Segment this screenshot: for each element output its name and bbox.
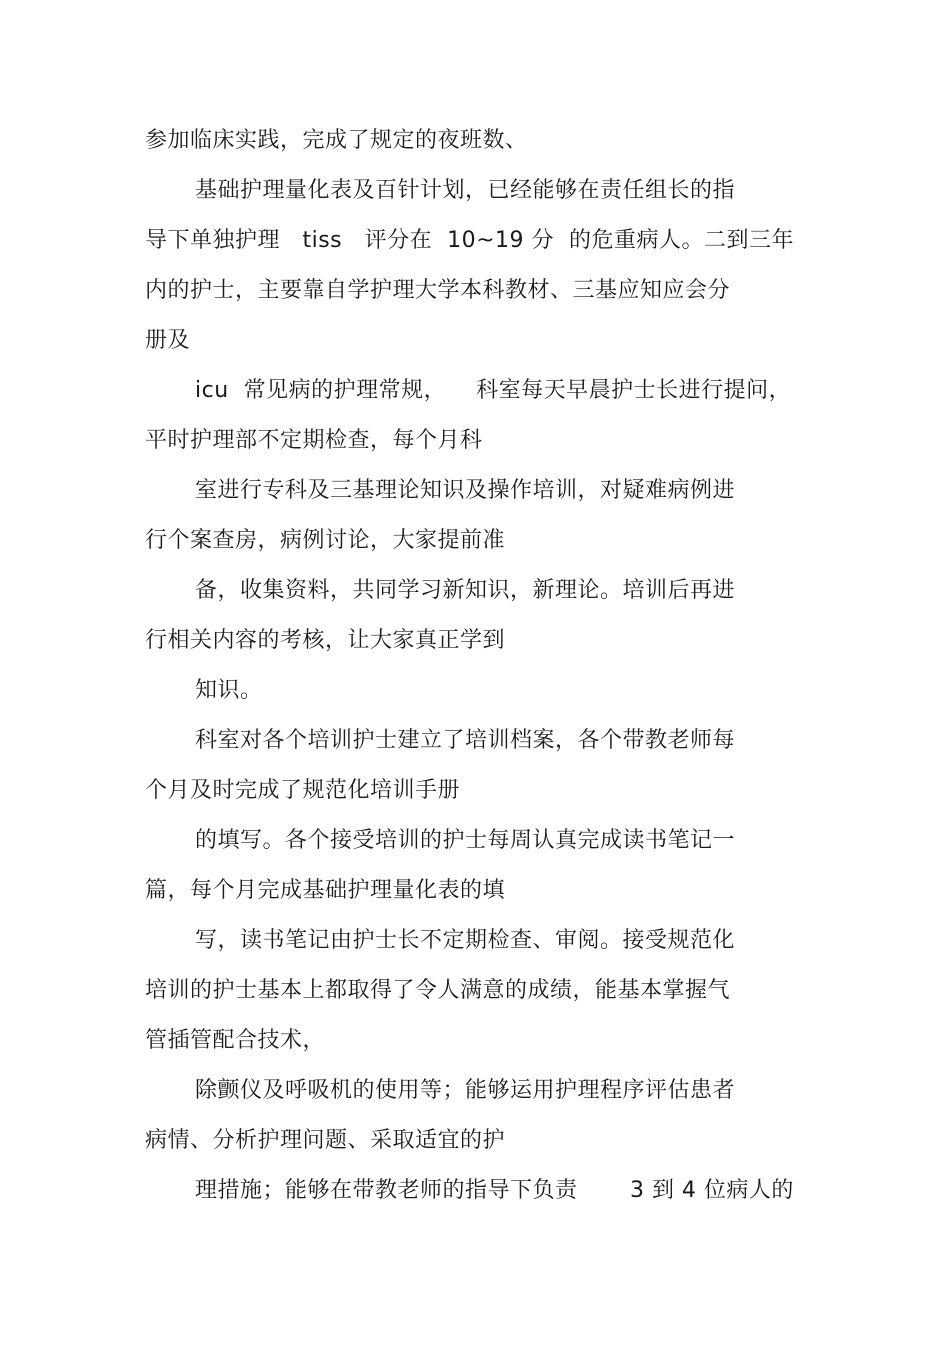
text-line: 的填写。各个接受培训的护士每周认真完成读书笔记一 <box>195 828 736 853</box>
text-line: 室进行专科及三基理论知识及操作培训，对疑难病例进 <box>195 478 736 503</box>
text-line: 篇，每个月完成基础护理量化表的填 <box>145 878 506 903</box>
text-line: 册及 <box>145 328 191 353</box>
text-line: 备，收集资料，共同学习新知识，新理论。培训后再进 <box>195 578 736 603</box>
text-line: 导下单独护理 tiss 评分在 10~19 分 的危重病人。二到三年 <box>145 228 795 253</box>
text-line: 管插管配合技术， <box>145 1028 326 1053</box>
text-line: 参加临床实践，完成了规定的夜班数、 <box>145 128 528 153</box>
text-line: 知识。 <box>195 678 263 703</box>
text-line: 理措施；能够在带教老师的指导下负责 3 到 4 位病人的 <box>195 1178 794 1203</box>
text-line: 基础护理量化表及百针计划，已经能够在责任组长的指 <box>195 178 736 203</box>
text-line: 除颤仪及呼吸机的使用等；能够运用护理程序评估患者 <box>195 1078 736 1103</box>
text-line: 平时护理部不定期检查，每个月科 <box>145 428 483 453</box>
text-line: 个月及时完成了规范化培训手册 <box>145 778 461 803</box>
text-line: 写，读书笔记由护士长不定期检查、审阅。接受规范化 <box>195 928 736 953</box>
text-line: 行个案查房，病例讨论，大家提前准 <box>145 528 506 553</box>
text-line: 科室对各个培训护士建立了培训档案，各个带教老师每 <box>195 728 736 753</box>
text-line: 病情、分析护理问题、采取适宜的护 <box>145 1128 506 1153</box>
text-line: icu 常见病的护理常规， 科室每天早晨护士长进行提问， <box>195 378 792 403</box>
text-line: 培训的护士基本上都取得了令人满意的成绩，能基本掌握气 <box>145 978 731 1003</box>
text-line: 内的护士，主要靠自学护理大学本科教材、三基应知应会分 <box>145 278 731 303</box>
text-line: 行相关内容的考核，让大家真正学到 <box>145 628 506 653</box>
